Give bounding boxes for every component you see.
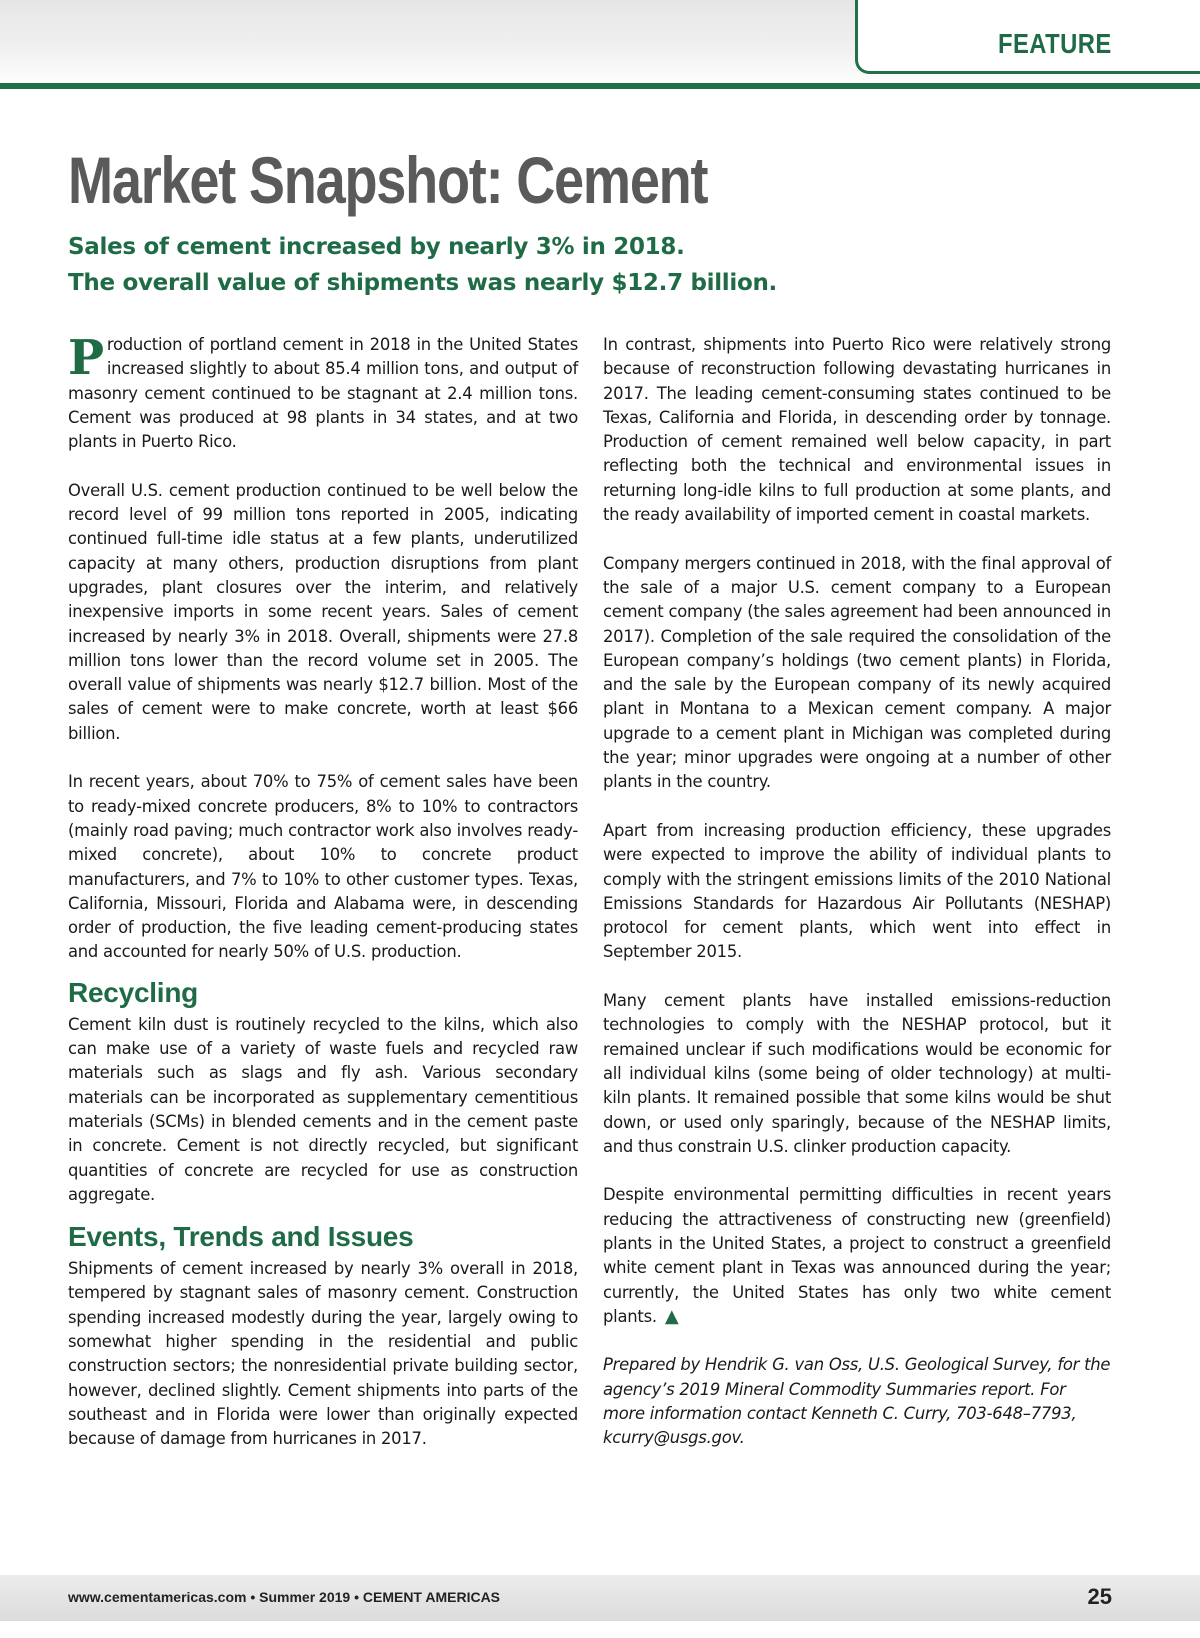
section-label: FEATURE (998, 28, 1112, 59)
right-column (603, 333, 1111, 1475)
body-paragraph: Apart from increasing production efficiency, these upgrades were expected to improve the ability of individual plants to comply with the stringent emissions limits of the 2010 National Emissions Standards for Hazardous Air Pollutants (NESHAP) protocol for cement plants, which went into effect in September 2015. (603, 820, 1111, 962)
article-title: Market Snapshot: Cement (68, 143, 708, 217)
page-number: 25 (1087, 1584, 1112, 1609)
closing-text: Despite environmental permitting difficulties in recent years reducing the attractiveness of constructing new (greenfield) plants in the United States, a project to construct a greenfield white cement plant in Texas was announced during the year; currently, the United States has only two white cement plants. (603, 1185, 1111, 1326)
body-paragraph: Many cement plants have installed emissions-reduction technologies to comply with the NESHAP protocol, but it remained unclear if such modifications would be economic for all individual kilns (some being of older technology) at multi-kiln plants. It remained possible that some kilns would be shut down, or used only sparingly, because of the NESHAP limits, and thus constrain U.S. clinker production capacity. (603, 991, 1111, 1156)
body-paragraph: Overall U.S. cement production continued to be well below the record level of 99 million tons reported in 2005, indicating continued full-time idle status at a few plants, underutilized capacity at many others, production disruptions from plant upgrades, plant closures over the interim, and relatively inexpensive imports in some recent years. Sales of cement increased by nearly 3% in 2018. Overall, shipments were 27.8 million tons lower than the record volume set in 2005. The overall value of shipments was nearly $12.7 billion. Most of the sales of cement were to make concrete, worth at least $66 billion. (68, 480, 578, 743)
author-credit: Prepared by Hendrik G. van Oss, U.S. Geological Survey, for the agency’s 2019 Mineral Commodity Summaries report. For more information contact Kenneth C. Curry, 703-648–7793, kcurry@usgs.gov. (603, 1355, 1111, 1448)
end-mark-icon: ▲ (664, 1305, 679, 1327)
body-paragraph: In contrast, shipments into Puerto Rico were relatively strong because of reconstruction following devastating hurricanes in 2017. The leading cement-consuming states continued to be Texas, California and Florida, in descending order by tonnage. Production of cement remained well below capacity, in part reflecting both the technical and environmental issues in returning long-idle kilns to full production at some plants, and the ready availability of imported cement in coastal markets. (603, 335, 1111, 525)
body-paragraph: Company mergers continued in 2018, with the final approval of the sale of a major U.S. cement company to a European cement company (the sales agreement had been announced in 2017). Completion of the sale required the consolidation of the European company’s holdings (two cement plants) in Florida, and the sale by the European company of its newly acquired plant in Montana to a Mexican cement company. A major upgrade to a cement plant in Michigan was completed during the year; minor upgrades were ongoing at a number of other plants in the country. (603, 553, 1111, 792)
footer-publication: www.cementamericas.com • Summer 2019 • CEMENT AMERICAS (68, 1589, 501, 1605)
header-rule (0, 83, 1200, 89)
drop-cap: P (68, 330, 104, 386)
recycling-heading: Recycling (68, 976, 199, 1008)
subtitle-line-1: Sales of cement increased by nearly 3% in 2018. (68, 234, 685, 260)
closing-paragraph (603, 1183, 1111, 1329)
intro-paragraph (68, 330, 578, 454)
article-subtitle (68, 229, 888, 301)
subtitle-line-2: The overall value of shipments was nearly $12.7 billion. (68, 270, 777, 296)
events-heading: Events, Trends and Issues (68, 1221, 414, 1253)
events-paragraph: Shipments of cement increased by nearly 3% overall in 2018, tempered by stagnant sales of masonry cement. Construction spending increased modestly during the year, largely owing to somewhat higher spending in the residential and public construction sectors; the nonresidential private building sector, however, declined slightly. Cement shipments into parts of the southeast and in Florida were lower than originally expected because of damage from hurricanes in 2017. (68, 1259, 578, 1449)
intro-text: roduction of portland cement in 2018 in the United States increased slightly to about 85.4 million tons, and output of masonry cement continued to be stagnant at 2.4 million tons. Cement was produced at 98 plants in 34 states, and at two plants in Puerto Rico. (68, 335, 578, 452)
recycling-paragraph: Cement kiln dust is routinely recycled to the kilns, which also can make use of a variety of waste fuels and recycled raw materials such as slags and fly ash. Various secondary materials can be incorporated as supplementary cementitious materials (SCMs) in blended cements and in the cement paste in concrete. Cement is not directly recycled, but significant quantities of concrete are recycled for use as construction aggregate. (68, 1014, 578, 1204)
left-column (68, 330, 578, 1476)
body-paragraph: In recent years, about 70% to 75% of cement sales have been to ready-mixed concrete producers, 8% to 10% to contractors (mainly road paving; much contractor work also involves ready-mixed concrete), about 10% to concrete product manufacturers, and 7% to 10% to other customer types. Texas, California, Missouri, Florida and Alabama were, in descending order of production, the five leading cement-producing states and accounted for nearly 50% of U.S. production. (68, 772, 578, 962)
